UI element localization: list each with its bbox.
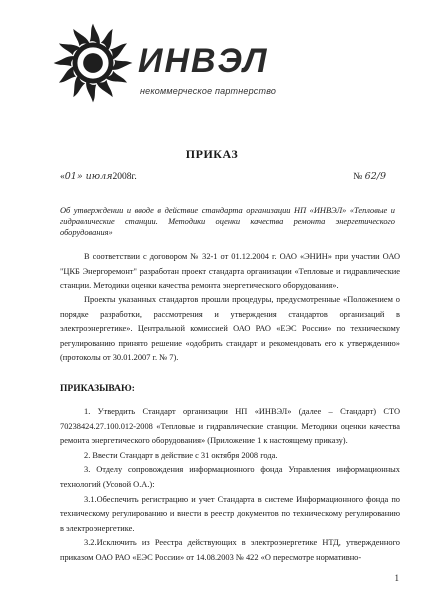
order-item: 1. Утвердить Стандарт организации НП «ИНВЭЛ» (далее – Стандарт) СТО 70238424.27.100.012-2008 «Тепловые и гидравлические станции. Методики оценки качества ремонта энергетического оборудования» (Приложение 1 к настоящему приказу). (60, 407, 400, 446)
paragraph-text: В соответствии с договором № 32-1 от 01.12.2004 г. ОАО «ЭНИН» при участии ОАО "ЦКБ Энергоремонт" разработан проект стандарта организации «Тепловые и гидравлические станции. Методики оценки качества ремонта энергетического оборудования». (60, 252, 400, 291)
date-open-quote: « (60, 172, 65, 182)
org-name: ИНВЭЛ (138, 42, 269, 80)
org-subtitle: некоммерческое партнерство (140, 86, 277, 96)
date-year: 2008г. (112, 172, 137, 182)
preamble-paragraph-2 (60, 293, 400, 366)
document-title: ПРИКАЗ (185, 147, 239, 161)
number-prefix: № (353, 172, 363, 182)
date-handwritten: 01» июля (64, 171, 113, 182)
preamble-paragraph-1 (60, 250, 400, 294)
paragraph-text: Проекты указанных стандартов прошли процедуры, предусмотренные «Положением о порядке разработки, рассмотрения и утверждения стандартов организаций в электроэнергетике». Центральной комиссией ОАО РАО «ЕЭС России» по техническому регулированию принято решение «одобрить стандарт и рекомендовать его к утверждению» (протоколы от 30.01.2007 г. № 7). (60, 295, 400, 363)
order-item: 3.1.Обеспечить регистрацию и учет Стандарта в системе Информационного фонда по техническому регулированию и внести в реестр документов по техническому регулированию в электроэнергетике. (60, 494, 400, 533)
page-number: 1 (394, 573, 399, 583)
order-date (60, 171, 137, 182)
order-subject: Об утверждении и вводе в действие стандарта организации НП «ИНВЭЛ» «Тепловые и гидравлические станции. Методики оценки качества ремонта энергетического оборудования» (60, 206, 395, 237)
order-item: 2. Ввести Стандарт в действие с 31 октября 2008 года. (84, 450, 278, 460)
orders-heading: ПРИКАЗЫВАЮ: (60, 384, 135, 394)
sun-flame-ring-icon (52, 22, 134, 104)
orders-list (60, 405, 400, 566)
order-item: 3. Отделу сопровождения информационного фонда Управления информационных технологий (Усовой О.А.): (60, 465, 400, 489)
order-item: 3.2.Исключить из Реестра действующих в электроэнергетике НТД, утвержденного приказом ОАО РАО «ЕЭС России» от 14.08.2003 № 422 «О пересмотре нормативно- (60, 538, 400, 562)
order-number (353, 171, 386, 182)
number-handwritten: 62/9 (364, 171, 386, 182)
